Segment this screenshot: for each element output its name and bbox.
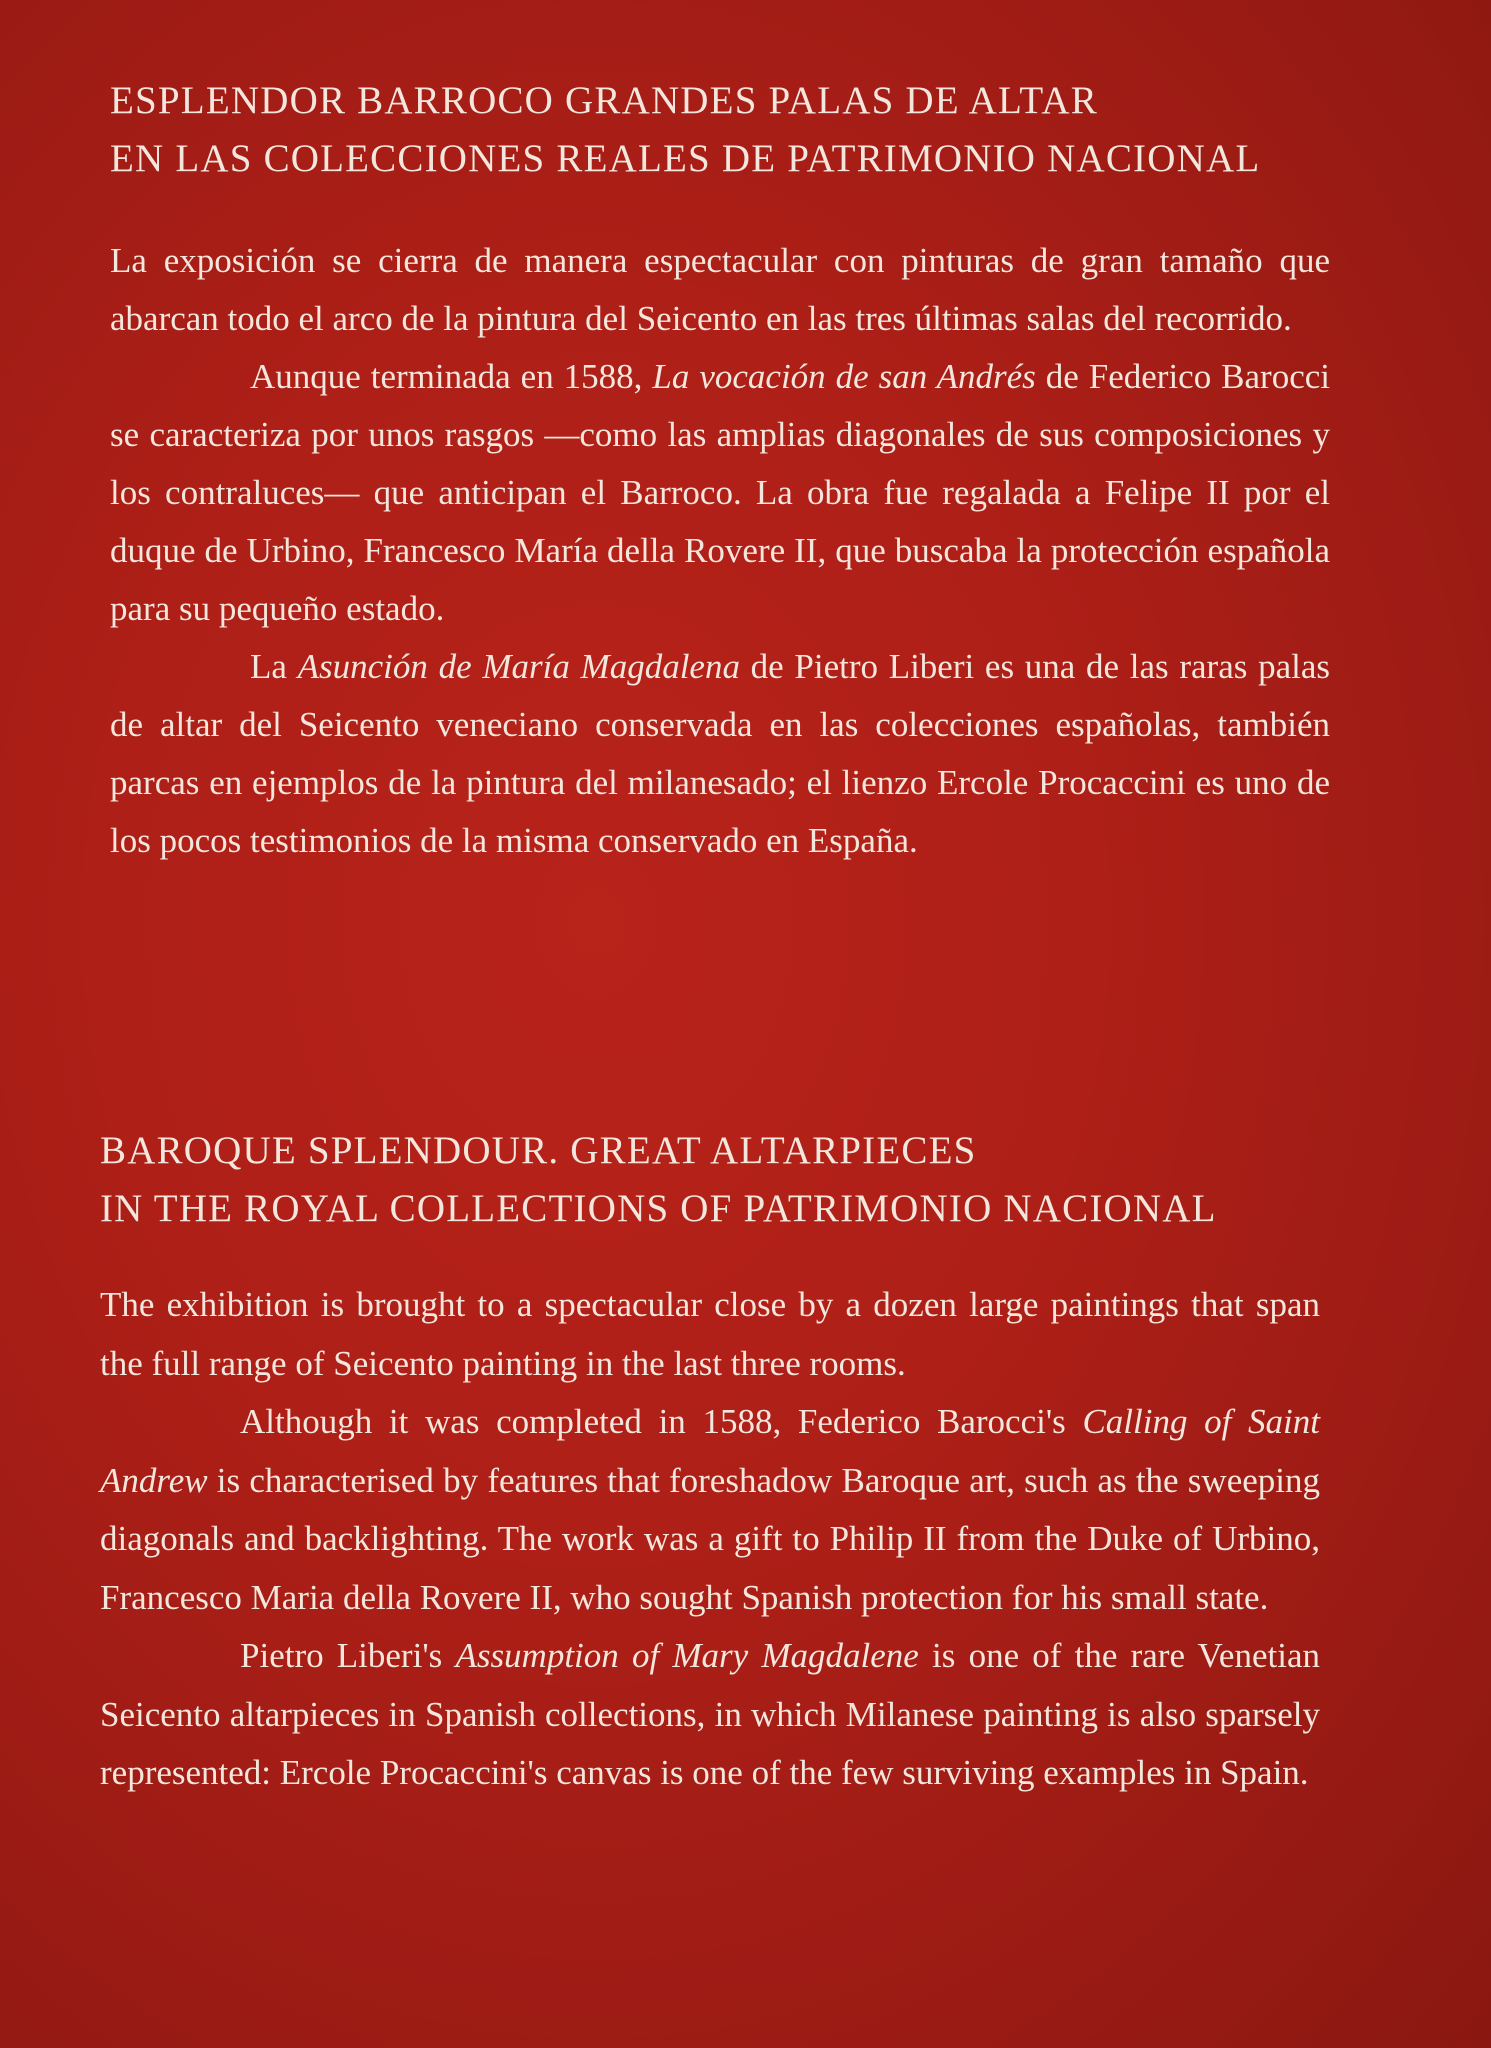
english-artwork-title-liberi: Assumption of Mary Magdalene — [455, 1636, 919, 1675]
spanish-section — [110, 72, 1330, 870]
spanish-paragraph-2-intro: Aunque terminada en 1588, — [250, 357, 653, 396]
spanish-body — [110, 232, 1330, 870]
english-paragraph-3-text: is one of the rare Venetian Seicento altarpieces in Spanish collections, in which Milanese painting is also sparsely represented: Ercole Procaccini's canvas is one of the few surviving examples in Spain. — [100, 1636, 1320, 1792]
spanish-paragraph-1: La exposición se cierra de manera espectacular con pinturas de gran tamaño que abarcan todo el arco de la pintura del Seicento en las tres últimas salas del recorrido. — [110, 241, 1330, 338]
spanish-heading-line-1: ESPLENDOR BARROCO GRANDES PALAS DE ALTAR — [110, 79, 1098, 122]
spanish-heading — [110, 72, 1330, 188]
english-body — [100, 1276, 1320, 1803]
spanish-artwork-title-barocci: La vocación de san Andrés — [652, 357, 1036, 396]
spanish-paragraph-3-text: de Pietro Liberi es una de las raras palas de altar del Seicento veneciano conservada en las colecciones españolas, también parcas en ejemplos de la pintura del milanesado; el lienzo Ercole Procaccini es uno de los pocos testimonios de la misma conservado en España. — [110, 647, 1330, 860]
english-section — [100, 1122, 1320, 1803]
english-artwork-title-barocci: Calling of Saint Andrew — [100, 1402, 1320, 1500]
english-heading-line-1: BAROQUE SPLENDOUR. GREAT ALTARPIECES — [100, 1129, 977, 1172]
english-heading — [100, 1122, 1320, 1238]
spanish-paragraph-3-intro: La — [250, 647, 298, 686]
spanish-artwork-title-liberi: Asunción de María Magdalena — [297, 647, 740, 686]
english-heading-line-2: IN THE ROYAL COLLECTIONS OF PATRIMONIO NACIONAL — [100, 1187, 1217, 1230]
english-paragraph-2 — [100, 1393, 1320, 1627]
english-paragraph-3-intro: Pietro Liberi's — [240, 1636, 456, 1675]
spanish-paragraph-2 — [110, 348, 1330, 638]
spanish-heading-line-2: EN LAS COLECCIONES REALES DE PATRIMONIO NACIONAL — [110, 137, 1261, 180]
english-paragraph-2-intro: Although it was completed in 1588, Federico Barocci's — [240, 1402, 1083, 1441]
english-paragraph-2-text: is characterised by features that foreshadow Baroque art, such as the sweeping diagonals and backlighting. The work was a gift to Philip II from the Duke of Urbino, Francesco Maria della Rovere II, who sought Spanish protection for his small state. — [100, 1460, 1320, 1617]
english-paragraph-3 — [100, 1627, 1320, 1803]
spanish-paragraph-2-text: de Federico Barocci se caracteriza por unos rasgos —como las amplias diagonales de sus composiciones y los contraluces— que anticipan el Barroco. La obra fue regalada a Felipe II por el duque de Urbino, Francesco María della Rovere II, que buscaba la protección española para su pequeño estado. — [110, 357, 1331, 628]
english-paragraph-1: The exhibition is brought to a spectacular close by a dozen large paintings that span the full range of Seicento painting in the last three rooms. — [100, 1285, 1320, 1383]
spanish-paragraph-3 — [110, 638, 1330, 870]
